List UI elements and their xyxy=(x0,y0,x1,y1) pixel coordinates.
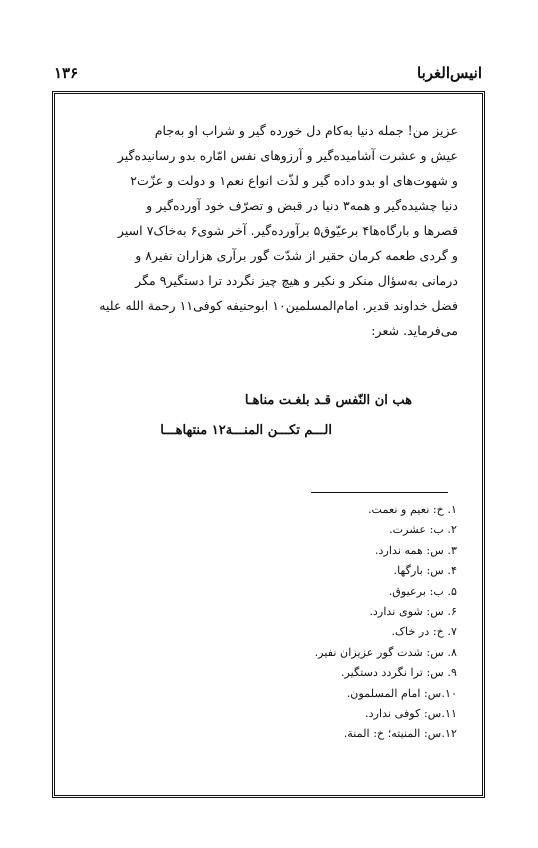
page-number: ۱۳۶ xyxy=(54,64,79,82)
body-line: عزیز من! جمله دنیا به‌کام دل خورده گیر و شراب او به‌جام xyxy=(154,123,458,138)
body-line: فضل خداوند قدیر. امام‌المسلمین۱۰ ابوحنیفه کوفی۱۱ رحمة الله علیه xyxy=(99,298,458,313)
body-line: عیش و عشرت آشامیده‌گیر و آرزوهای نفس امّاره بدو رسانیده‌گیر xyxy=(117,148,458,163)
body-text xyxy=(80,118,458,343)
footnote: ۲. ب: عشرت. xyxy=(389,523,457,537)
book-title: انیس‌الغربا xyxy=(417,64,482,82)
footnote: ۱۲.س: المنیته؛ خ: المنة. xyxy=(343,727,457,741)
footnote: ۶. س: شوی ندارد. xyxy=(369,605,457,619)
body-line: و شهوت‌های او بدو داده گیر و لذّت انواع نعم۱ و دولت و عزّت۲ xyxy=(130,173,458,188)
footnote: ۱. خ: نعیم و نعمت. xyxy=(367,503,457,516)
footnote: ۱۱.س: کوفی ندارد. xyxy=(365,707,457,721)
footnote: ۷. خ: در خاک. xyxy=(391,625,457,639)
footnote: ۹. س: ترا نگردد دستگیر. xyxy=(340,666,457,680)
body-line: و گردی طعمه کرمان حقیر از شدّت گور برآری هزاران نفیر۸ و xyxy=(135,248,458,263)
footnote: ۴. س: بارگها. xyxy=(393,564,457,578)
body-line: درمانی به‌سؤال منکر و نکیر و هیچ چیز نگردد ترا دستگیر۹ مگر xyxy=(135,273,458,288)
poem-hemistich: هب ان النّفس قـد بلغـت مناهـا xyxy=(244,393,412,408)
footnotes xyxy=(200,500,457,745)
page-header xyxy=(54,64,482,88)
poem-line-2 xyxy=(80,423,458,438)
body-line: می‌فرماید. شعر: xyxy=(371,323,458,338)
poem-line-1 xyxy=(80,393,458,408)
body-line: دنیا چشیده‌گیر و همه۳ دنیا در قبض و تصرّف خود آورده‌گیر و xyxy=(146,198,458,213)
footnote: ۱۰.س: امام المسلمون. xyxy=(346,686,457,700)
body-line: قصرها و بارگاه‌ها۴ برعیّوق۵ برآورده‌گیر. آخر شوی۶ به‌خاک۷ اسیر xyxy=(117,223,458,238)
footnote: ۳. س: همه ندارد. xyxy=(374,543,457,557)
footnote: ۵. ب: برعیوق. xyxy=(388,584,457,598)
poem-hemistich: الـــم تكـــن المنـــة۱۲ منتهاهـــا xyxy=(160,423,332,438)
footnote: ۸. س: شدت گور عزیزان نفیر. xyxy=(314,645,457,659)
footnote-divider xyxy=(311,492,448,493)
